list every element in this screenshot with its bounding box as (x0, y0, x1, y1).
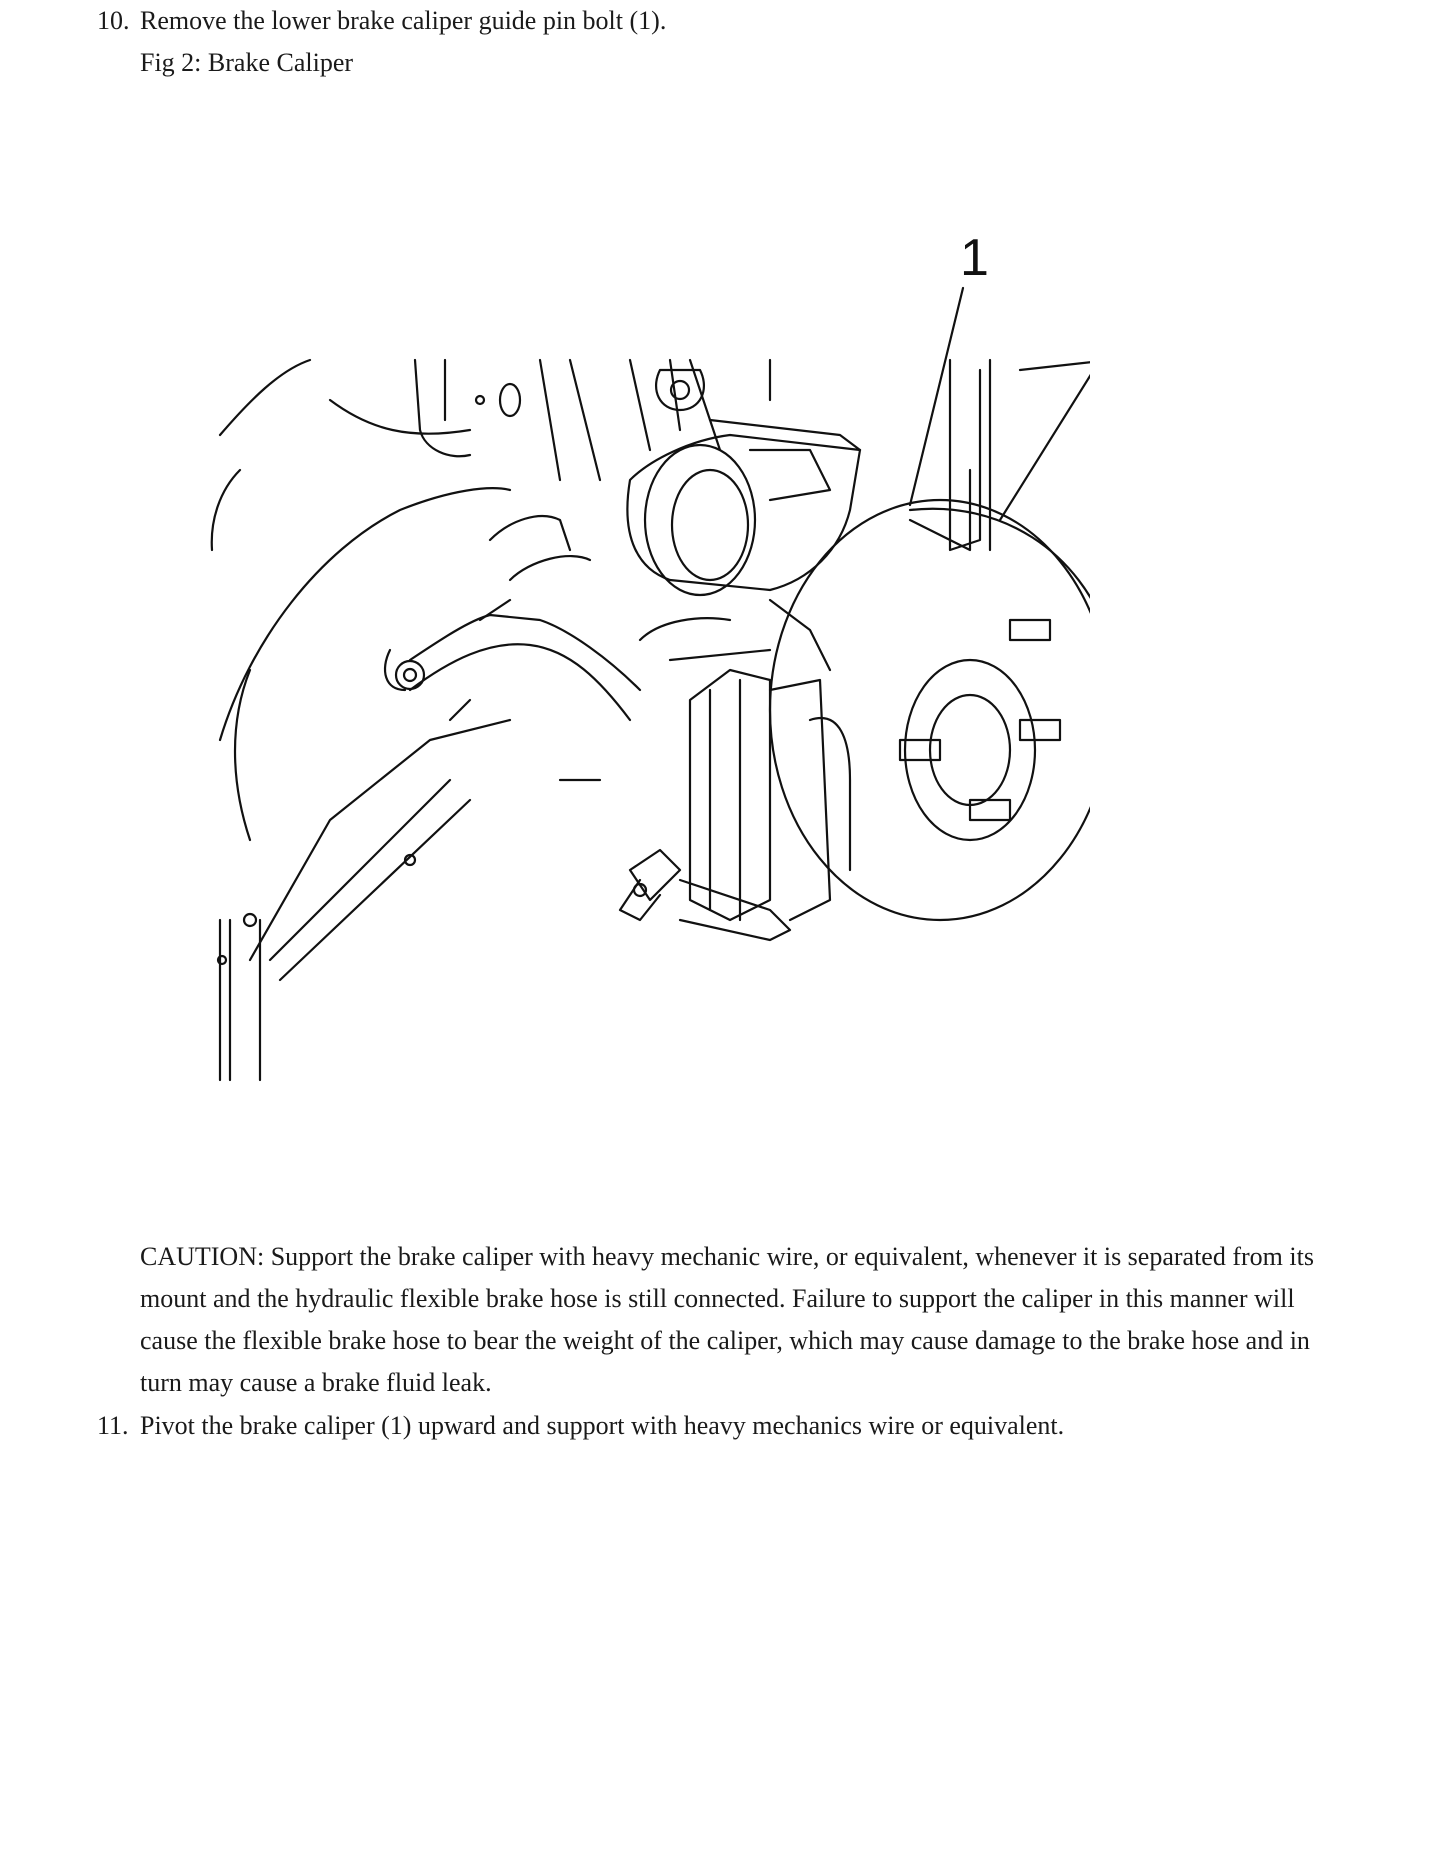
step-11-text: Pivot the brake caliper (1) upward and support with heavy mechanics wire or equivalent. (140, 1411, 1065, 1440)
callout-leader-line (910, 288, 963, 505)
lower-guide-pin-bolt (620, 850, 790, 940)
step-11-number: 11. (97, 1411, 129, 1440)
callout-number: 1 (960, 229, 989, 287)
control-arm (410, 615, 640, 690)
brake-pads (690, 670, 850, 920)
fender-edge (220, 360, 310, 435)
wheel-studs (900, 620, 1060, 820)
caution-note: CAUTION: Support the brake caliper with heavy mechanic wire, or equivalent, whenever it is separated from its mount and the hydraulic flexible brake hose is still connected. Failure to support the caliper in this manner will cause the flexible brake hose to bear the weight of the caliper, which may cause damage to the brake hose and in turn may cause a brake fluid leak. (140, 1242, 1314, 1397)
brake-caliper (627, 360, 860, 670)
step-10-text: Remove the lower brake caliper guide pin bolt (1). (140, 6, 667, 35)
brake-caliper-illustration (210, 220, 1090, 1100)
figure-caption: Fig 2: Brake Caliper (140, 48, 354, 77)
step-10-number: 10. (97, 6, 130, 35)
